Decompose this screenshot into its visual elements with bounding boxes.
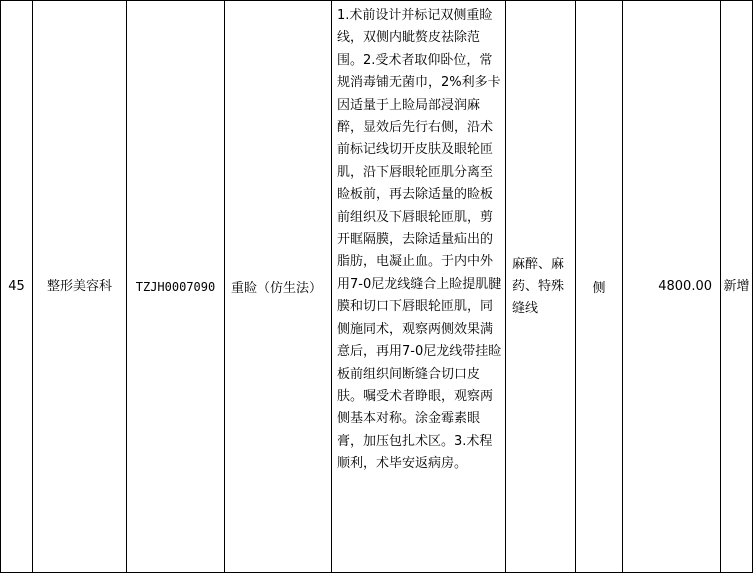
item-number-cell: 45 <box>1 1 33 573</box>
note-cell: 新增 <box>721 1 753 573</box>
unit-cell: 侧 <box>576 1 623 573</box>
table-row <box>1 1 753 573</box>
excluded-items-cell: 麻醉、麻药、特殊缝线 <box>506 1 576 573</box>
price-cell: 4800.00 <box>623 1 721 573</box>
department-cell: 整形美容科 <box>33 1 127 573</box>
procedure-description-cell: 1.术前设计并标记双侧重睑线，双侧内眦赘皮祛除范围。2.受术者取仰卧位，常规消毒铺无菌巾，2%利多卡因适量于上睑局部浸润麻醉，显效后先行右侧，沿术前标记线切开皮肤及眼轮匝肌，沿下唇眼轮匝肌分离至睑板前，再去除适量的睑板前组织及下唇眼轮匝肌，剪开眶隔膜，去除适量疝出的脂肪，电凝止血。于内中外用7-0尼龙线缝合上睑提肌腱膜和切口下唇眼轮匝肌，同侧施同术，观察两侧效果满意后，再用7-0尼龙线带挂睑板前组织间断缝合切口皮肤。嘱受术者睁眼，观察两侧基本对称。涂金霉素眼膏，加压包扎术区。3.术程顺利，术毕安返病房。 <box>332 1 506 573</box>
item-code-cell: TZJH0007090 <box>127 1 225 573</box>
item-name-cell: 重睑（仿生法） <box>225 1 332 573</box>
